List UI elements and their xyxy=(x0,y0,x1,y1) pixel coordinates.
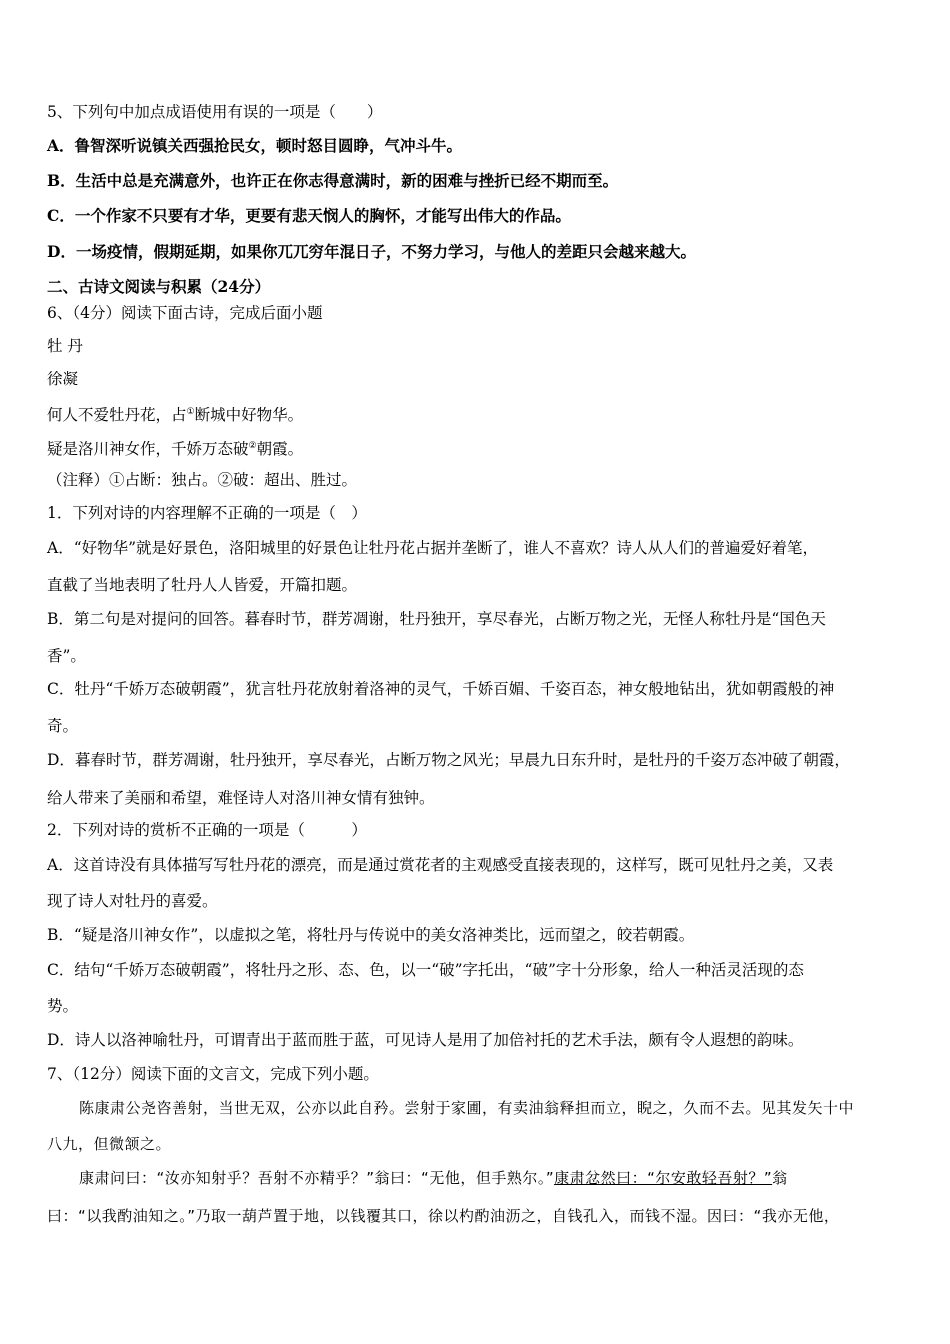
poem-line-2-a: 疑是洛川神女作，千娇万态破 xyxy=(47,440,249,458)
poem-line-2 xyxy=(47,436,303,459)
poem-line-1-b: 断城中好物华。 xyxy=(194,406,304,424)
q6-sub1-option-b-line1: B．第二句是对提问的回答。暮春时节，群芳凋谢，牡丹独开，享尽春光，占断万物之光，无怪人称牡丹是“国色天 xyxy=(47,610,826,628)
section-heading: 二、古诗文阅读与积累（24分） xyxy=(47,277,271,296)
q6-sub2-option-d: D．诗人以洛神喻牡丹，可谓青出于蓝而胜于蓝，可见诗人是用了加倍衬托的艺术手法，颇有令人遐想的韵味。 xyxy=(47,1031,804,1049)
q5-stem: 5、下列句中加点成语使用有误的一项是（ ） xyxy=(47,103,383,121)
q6-sub2-option-c-line1: C．结句“千娇万态破朝霞”，将牡丹之形、态、色，以一“破”字托出，“破”字十分形象，给人一种活灵活现的态 xyxy=(47,961,804,979)
passage-p1-line2: 八九，但微颔之。 xyxy=(47,1135,172,1153)
q6-stem: 6、（4分）阅读下面古诗，完成后面小题 xyxy=(47,304,323,322)
q5-option-d: D．一场疫情，假期延期，如果你兀兀穷年混日子，不努力学习，与他人的差距只会越来越大。 xyxy=(47,242,696,261)
q6-sub1-option-c-line2: 奇。 xyxy=(47,717,79,735)
q6-sub1-stem: 1．下列对诗的内容理解不正确的一项是（ ） xyxy=(47,504,367,522)
passage-p2-line1-a: 康肃问曰：“汝亦知射乎？吾射不亦精乎？”翁曰：“无他，但手熟尔。” xyxy=(79,1169,555,1187)
q6-sub1-option-d-line2: 给人带来了美丽和希望，难怪诗人对洛川神女情有独钟。 xyxy=(47,789,435,807)
poem-title: 牡 丹 xyxy=(47,337,83,355)
q6-sub1-option-b-line2: 香”。 xyxy=(47,647,86,665)
q6-sub2-option-b: B．“疑是洛川神女作”，以虚拟之笔，将牡丹与传说中的美女洛神类比，远而望之，皎若朝霞。 xyxy=(47,926,695,944)
q6-sub1-option-d-line1: D．暮春时节，群芳凋谢，牡丹独开，享尽春光，占断万物之风光；早晨九日东升时，是牡丹的千姿万态冲破了朝霞， xyxy=(47,751,850,769)
q6-sub2-stem: 2．下列对诗的赏析不正确的一项是（ ） xyxy=(47,821,367,839)
passage-p1-line1: 陈康肃公尧咨善射，当世无双，公亦以此自矜。尝射于家圃，有卖油翁释担而立，睨之，久而不去。见其发矢十中 xyxy=(79,1099,855,1117)
passage-p2-line1 xyxy=(79,1168,788,1188)
q6-sub2-option-a-line2: 现了诗人对牡丹的喜爱。 xyxy=(47,892,218,910)
poem-author: 徐凝 xyxy=(47,370,79,388)
q5-option-b: B．生活中总是充满意外，也许正在你志得意满时，新的困难与挫折已经不期而至。 xyxy=(47,171,619,190)
footnote-mark-1: ① xyxy=(186,407,195,417)
q5-option-a: A．鲁智深听说镇关西强抢民女，顿时怒目圆睁，气冲斗牛。 xyxy=(47,136,463,155)
footnote-mark-2: ② xyxy=(248,441,257,451)
poem-line-1 xyxy=(47,402,303,425)
q6-sub1-option-c-line1: C．牡丹“千娇万态破朝霞”，犹言牡丹花放射着洛神的灵气，千娇百媚、千姿百态，神女般地钻出，犹如朝霞般的神 xyxy=(47,680,835,698)
q6-sub1-option-a-line1: A．“好物华”就是好景色，洛阳城里的好景色让牡丹花占据并垄断了，谁人不喜欢？诗人从人们的普遍爱好着笔， xyxy=(47,539,819,557)
q7-stem: 7、（12分）阅读下面的文言文，完成下列小题。 xyxy=(47,1065,379,1083)
q6-sub2-option-c-line2: 势。 xyxy=(47,997,79,1015)
poem-note: （注释）①占断：独占。②破：超出、胜过。 xyxy=(47,471,358,489)
poem-line-1-a: 何人不爱牡丹花，占 xyxy=(47,406,187,424)
q6-sub2-option-a-line1: A．这首诗没有具体描写写牡丹花的漂亮，而是通过赏花者的主观感受直接表现的，这样写，既可见牡丹之美，又表 xyxy=(47,856,834,874)
poem-line-2-b: 朝霞。 xyxy=(256,440,304,458)
q6-sub1-option-a-line2: 直截了当地表明了牡丹人人皆爱，开篇扣题。 xyxy=(47,576,358,594)
passage-p2-line1-b: 翁 xyxy=(772,1169,788,1187)
passage-p2-line2: 曰：“以我酌油知之。”乃取一葫芦置于地，以钱覆其口，徐以杓酌油沥之，自钱孔入，而钱不湿。因曰：“我亦无他， xyxy=(47,1207,840,1225)
q5-option-c: C．一个作家不只要有才华，更要有悲天悯人的胸怀，才能写出伟大的作品。 xyxy=(47,206,571,225)
underlined-sentence: 康肃忿然曰：“尔安敢轻吾射？” xyxy=(554,1169,773,1187)
